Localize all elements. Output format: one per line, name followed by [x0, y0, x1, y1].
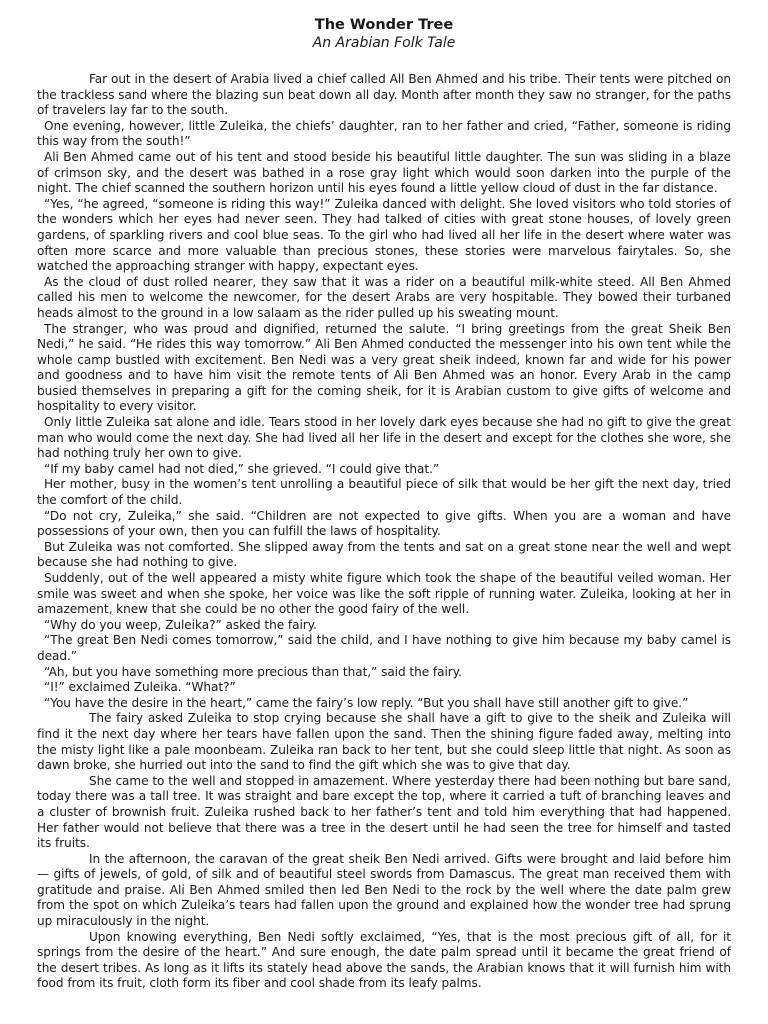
- document-title: The Wonder Tree: [314, 17, 454, 33]
- story-paragraph: “I!” exclaimed Zuleika. “What?”: [44, 680, 236, 695]
- story-paragraph: “The great Ben Nedi comes tomorrow,” said the child, and I have nothing to give him because my baby camel is dead.”: [37, 633, 731, 663]
- story-paragraph: Upon knowing everything, Ben Nedi softly exclaimed, “Yes, that is the most precious gift of all, for it springs from the desire of the heart.” And sure enough, the date palm spread until it became the great friend of the desert tribes. As long as it lifts its stately head above the sands, the Arabian knows that it will furnish him with food from its fruit, cloth form its fiber and cool shade from its leafy palms.: [37, 929, 731, 991]
- story-paragraph: As the cloud of dust rolled nearer, they saw that it was a rider on a beautiful milk-white steed. All Ben Ahmed called his men to welcome the newcomer, for the desert Arabs are very hospitable. They bowed their turbaned heads almost to the ground in a low salaam as the rider pulled up his sweating mount.: [37, 274, 731, 320]
- story-body: [37, 72, 731, 992]
- story-paragraph: “Why do you weep, Zuleika?” asked the fairy.: [44, 617, 317, 632]
- document-subtitle: An Arabian Folk Tale: [312, 35, 456, 51]
- story-paragraph: Suddenly, out of the well appeared a misty white figure which took the shape of the beautiful veiled woman. Her smile was sweet and when she spoke, her voice was like the soft ripple of running water. Zuleika, looking at her in amazement, knew that she could be no other the good fairy of the well.: [37, 571, 731, 617]
- story-paragraph: Her mother, busy in the women’s tent unrolling a beautiful piece of silk that would be her gift the next day, tried the comfort of the child.: [37, 477, 731, 508]
- story-paragraph: “If my baby camel had not died,” she grieved. “I could give that.”: [44, 461, 440, 476]
- story-paragraph: In the afternoon, the caravan of the great sheik Ben Nedi arrived. Gifts were brought and laid before him — gifts of jewels, of gold, of silk and of beautiful steel swords from Damascus. The great man received them with gratitude and praise. Ali Ben Ahmed smiled then led Ben Nedi to the rock by the well where the date palm grew from the spot on which Zuleika’s tears had fallen upon the ground and explained how the wonder tree had sprung up miraculously in the night.: [37, 851, 731, 929]
- story-paragraph: Ali Ben Ahmed came out of his tent and stood beside his beautiful little daughter. The sun was sliding in a blaze of crimson sky, and the desert was bathed in a rose gray light which would soon darken into the purple of the night. The chief scanned the southern horizon until his eyes found a little yellow cloud of dust in the far distance.: [37, 149, 731, 196]
- story-paragraph: “Yes, “he agreed, “someone is riding this way!” Zuleika danced with delight. She loved visitors who told stories of the wonders which her eyes had never seen. They had talked of cities with great stone houses, of lovely green gardens, of sparkling rivers and cool blue seas. To the girl who had lived all her life in the desert where water was often more scarce and more valuable than precious stones, these stories were marvelous fairytales. So, she watched the approaching stranger with happy, expectant eyes.: [37, 196, 731, 274]
- story-paragraph: Only little Zuleika sat alone and idle. Tears stood in her lovely dark eyes because she had no gift to give the great man who would come the next day. She had lived all her life in the desert and except for the clothes she wore, she had nothing truly her own to give.: [37, 415, 731, 461]
- story-paragraph: She came to the well and stopped in amazement. Where yesterday there had been nothing but bare sand, today there was a tall tree. It was straight and bare except the top, where it carried a tuft of branching leaves and a cluster of brownish fruit. Zuleika rushed back to her father’s tent and told him everything that had happened. Her father would not believe that there was a tree in the desert until he had seen the tree for himself and tasted its fruits.: [37, 773, 731, 851]
- story-paragraph: “Ah, but you have something more precious than that,” said the fairy.: [44, 664, 462, 679]
- story-paragraph: The fairy asked Zuleika to stop crying because she shall have a gift to give to the sheik and Zuleika will find it the next day where her tears have fallen upon the sand. Then the shining figure faded away, melting into the misty light like a pale moonbeam. Zuleika ran back to her tent, but she could sleep little that night. As soon as dawn broke, she hurried out into the sand to find the gift which she was to give that day.: [37, 711, 731, 773]
- story-paragraph: Far out in the desert of Arabia lived a chief called All Ben Ahmed and his tribe. Their tents were pitched on the trackless sand where the blazing sun beat down all day. Month after month they saw no stranger, for the paths of travelers lay far to the south.: [37, 72, 731, 118]
- story-paragraph: One evening, however, little Zuleika, the chiefs’ daughter, ran to her father and cried, “Father, someone is riding this way from the south!”: [37, 118, 731, 149]
- story-paragraph: “Do not cry, Zuleika,” she said. “Children are not expected to give gifts. When you are a woman and have possessions of your own, then you can fulfill the laws of hospitality.: [37, 508, 731, 539]
- document-page: [37, 16, 731, 992]
- story-paragraph: But Zuleika was not comforted. She slipped away from the tents and sat on a great stone near the well and wept because she had nothing to give.: [37, 539, 731, 570]
- story-paragraph: The stranger, who was proud and dignified, returned the salute. “I bring greetings from the great Sheik Ben Nedi,” he said. “He rides this way tomorrow.” Ali Ben Ahmed conducted the messenger into his own tent while the whole camp bustled with excitement. Ben Nedi was a very great sheik indeed, known far and wide for his power and goodness and to have him visit the remote tents of Ali Ben Ahmed was an honor. Every Arab in the camp busied themselves in preparing a gift for the coming sheik, for it is Arabian custom to give gifts of welcome and hospitality to every visitor.: [37, 321, 731, 414]
- story-paragraph: “You have the desire in the heart,” came the fairy’s low reply. “But you shall have still another gift to give.”: [44, 695, 689, 710]
